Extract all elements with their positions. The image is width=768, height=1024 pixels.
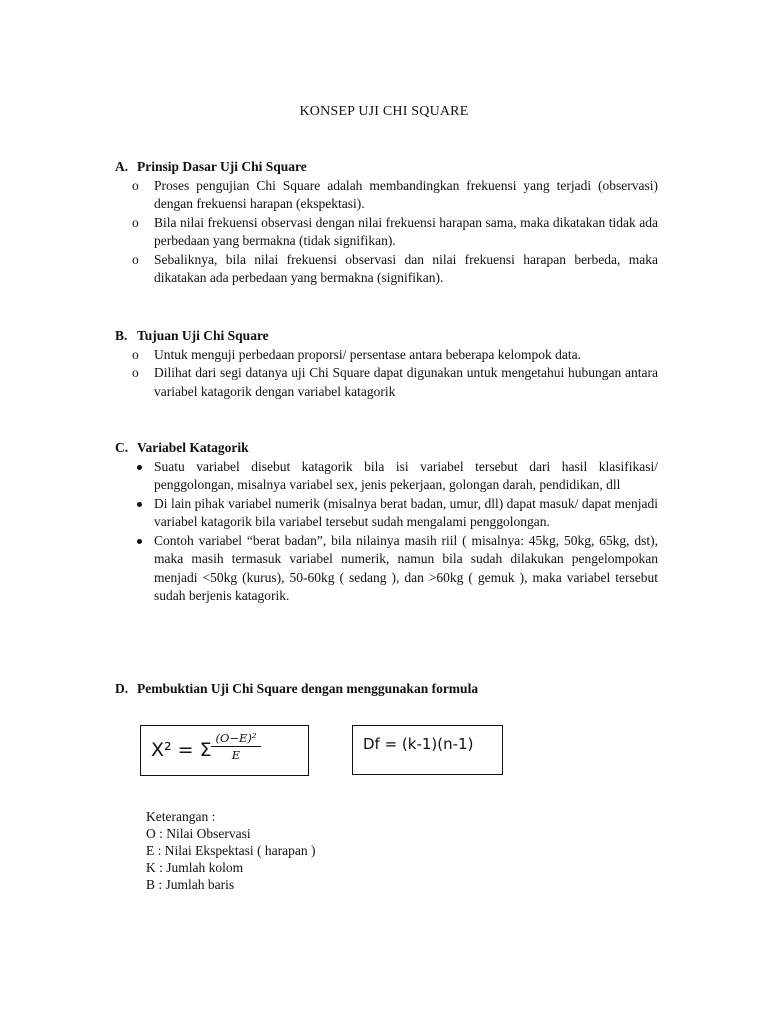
df-formula: Df = (k-1)(n-1): [363, 735, 474, 753]
legend-line: K : Jumlah kolom: [146, 860, 244, 875]
circle-bullet-icon: o: [132, 177, 139, 193]
list-item-text: Sebaliknya, bila nilai frekuensi observasi dan nilai frekuensi harapan berbeda, maka dikatakan ada perbedaan yang bermakna (signifikan).: [154, 251, 658, 285]
section-letter: A.: [115, 159, 129, 174]
section-heading: [115, 327, 658, 346]
item-list: [115, 346, 658, 402]
section-letter: C.: [115, 440, 129, 455]
list-item-text: Untuk menguji perbedaan proporsi/ persentase antara beberapa kelompok data.: [154, 346, 581, 362]
section-letter: B.: [115, 328, 128, 343]
item-list: [115, 458, 658, 606]
list-item: [115, 251, 658, 288]
fraction-numerator: (O−E)²: [215, 731, 257, 745]
legend-heading: Keterangan :: [146, 809, 216, 824]
list-item-text: Contoh variabel “berat badan”, bila nilainya masih riil ( misalnya: 45kg, 50kg, 65kg, dst), maka masih termasuk variabel numerik, namun bila sudah dilakukan pengelompokan menjadi <50kg (kurus), 50-60kg ( sedang ), dan >60kg ( gemuk ), maka variabel tersebut sudah berjenis katagorik.: [154, 532, 658, 603]
chi-square-lhs: X² = Σ: [151, 739, 212, 761]
list-item: [115, 458, 658, 495]
section-variabel-katagorik: [115, 439, 658, 606]
item-list: [115, 177, 658, 288]
section-title: Prinsip Dasar Uji Chi Square: [137, 159, 307, 174]
section-prinsip-dasar: [115, 158, 658, 288]
section-heading: [115, 439, 658, 458]
section-letter: D.: [115, 681, 129, 696]
dot-bullet-icon: [137, 502, 142, 507]
legend-line: E : Nilai Ekspektasi ( harapan ): [146, 843, 316, 858]
section-tujuan: [115, 327, 658, 401]
list-item-text: Suatu variabel disebut katagorik bila isi variabel tersebut dari hasil klasifikasi/ penggolongan, misalnya variabel sex, jenis pekerjaan, golongan darah, pendidikan, dll: [154, 458, 658, 492]
legend-line: O : Nilai Observasi: [146, 826, 251, 841]
list-item-text: Proses pengujian Chi Square adalah membandingkan frekuensi yang terjadi (observasi) dengan frekuensi harapan (ekspektasi).: [154, 177, 658, 211]
list-item: [115, 177, 658, 214]
fraction-denominator: E: [231, 748, 241, 762]
list-item-text: Bila nilai frekuensi observasi dengan nilai frekuensi harapan sama, maka dikatakan tidak ada perbedaan yang bermakna (tidak signifikan).: [154, 214, 658, 248]
degrees-of-freedom-formula-box: [352, 725, 503, 775]
fraction-bar: [211, 746, 261, 747]
list-item-text: Di lain pihak variabel numerik (misalnya berat badan, umur, dll) dapat masuk/ dapat menjadi variabel katagorik bila variabel tersebut sudah mengalami penggolongan.: [154, 495, 658, 529]
chi-square-formula-box: [140, 725, 309, 776]
section-title: Variabel Katagorik: [137, 440, 249, 455]
section-title: Pembuktian Uji Chi Square dengan menggunakan formula: [137, 681, 479, 696]
legend-line: B : Jumlah baris: [146, 877, 235, 892]
circle-bullet-icon: o: [132, 214, 139, 230]
list-item-text: Dilihat dari segi datanya uji Chi Square dapat digunakan untuk mengetahui hubungan antara variabel katagorik dengan variabel katagorik: [154, 365, 658, 399]
list-item: [115, 214, 658, 251]
list-item: [115, 346, 658, 365]
circle-bullet-icon: o: [132, 365, 139, 380]
section-heading: [115, 158, 658, 177]
circle-bullet-icon: o: [132, 346, 139, 362]
legend: [146, 808, 315, 893]
dot-bullet-icon: [137, 539, 142, 544]
chi-square-fraction: [207, 731, 265, 762]
list-item: [115, 495, 658, 532]
list-item: [115, 364, 658, 401]
page-title: KONSEP UJI CHI SQUARE: [299, 104, 469, 119]
circle-bullet-icon: o: [132, 251, 139, 267]
section-title: Tujuan Uji Chi Square: [137, 328, 269, 343]
list-item: [115, 532, 658, 606]
dot-bullet-icon: [137, 465, 142, 470]
section-pembuktian: [115, 680, 658, 699]
section-heading: [115, 680, 658, 699]
